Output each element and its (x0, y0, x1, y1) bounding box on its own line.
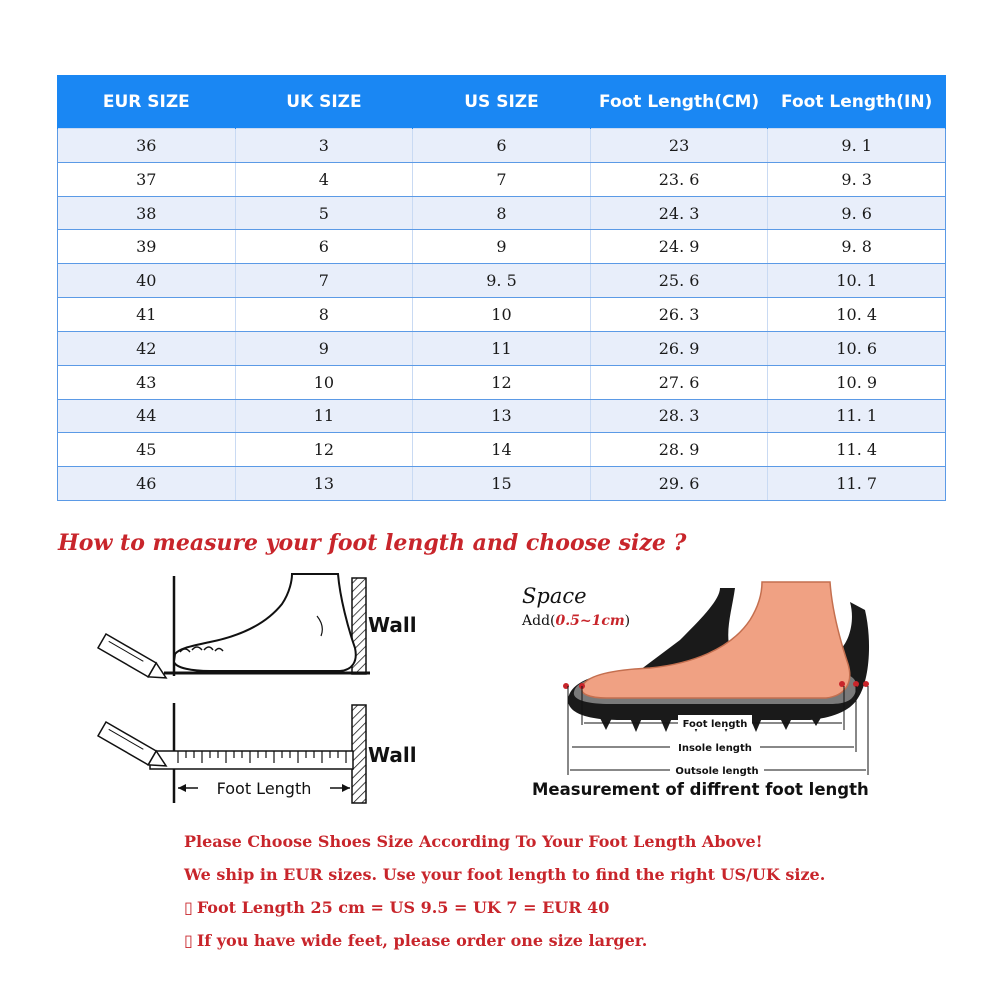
table-row (58, 331, 946, 365)
cell-in: 11. 7 (768, 467, 946, 501)
pencil-icon-bottom (98, 722, 170, 773)
cell-cm: 23 (590, 129, 768, 163)
cell-us: 13 (413, 399, 591, 433)
table-row (58, 298, 946, 332)
cell-in: 9. 8 (768, 230, 946, 264)
cell-us: 14 (413, 433, 591, 467)
cell-eur: 45 (58, 433, 236, 467)
table-row (58, 196, 946, 230)
add-label (521, 613, 630, 629)
sole-measure-diagram (510, 580, 920, 805)
cell-uk: 4 (235, 162, 413, 196)
note-example-text: Foot Length 25 cm = US 9.5 = UK 7 = EUR 40 (196, 898, 610, 917)
cell-us: 7 (413, 162, 591, 196)
cell-us: 9. 5 (413, 264, 591, 298)
cell-eur: 44 (58, 399, 236, 433)
cell-uk: 5 (235, 196, 413, 230)
size-chart-table (57, 75, 946, 501)
table-row (58, 264, 946, 298)
cell-uk: 6 (235, 230, 413, 264)
note-wide-feet (184, 931, 647, 950)
cell-in: 10. 4 (768, 298, 946, 332)
cell-cm: 26. 9 (590, 331, 768, 365)
table-header-row (58, 75, 946, 129)
cell-cm: 29. 6 (590, 467, 768, 501)
foot-measure-diagram (70, 568, 450, 813)
cell-uk: 9 (235, 331, 413, 365)
cell-in: 10. 6 (768, 331, 946, 365)
cell-uk: 12 (235, 433, 413, 467)
cell-cm: 28. 9 (590, 433, 768, 467)
wall-bottom (352, 705, 366, 803)
cell-uk: 11 (235, 399, 413, 433)
cell-cm: 23. 6 (590, 162, 768, 196)
cell-in: 9. 3 (768, 162, 946, 196)
cell-uk: 3 (235, 129, 413, 163)
cell-eur: 39 (58, 230, 236, 264)
cell-in: 9. 1 (768, 129, 946, 163)
cell-eur: 46 (58, 467, 236, 501)
note-example (184, 898, 609, 917)
cell-in: 9. 6 (768, 196, 946, 230)
sole-diagram-caption: Measurement of diffrent foot length (532, 780, 869, 799)
cell-us: 6 (413, 129, 591, 163)
foot-icon (174, 574, 356, 671)
cell-uk: 10 (235, 365, 413, 399)
cell-eur: 37 (58, 162, 236, 196)
cell-us: 10 (413, 298, 591, 332)
header-uk-size: UK SIZE (235, 75, 413, 129)
cell-cm: 24. 3 (590, 196, 768, 230)
cell-in: 10. 9 (768, 365, 946, 399)
cell-us: 15 (413, 467, 591, 501)
pencil-icon-top (98, 634, 170, 685)
cell-in: 10. 1 (768, 264, 946, 298)
bullet-icon: ▯ (184, 898, 193, 917)
header-foot-length-cm: Foot Length(CM) (590, 75, 768, 129)
cell-cm: 24. 9 (590, 230, 768, 264)
cell-eur: 38 (58, 196, 236, 230)
cell-us: 8 (413, 196, 591, 230)
cell-eur: 42 (58, 331, 236, 365)
add-close: ) (624, 613, 631, 629)
space-label: Space (522, 584, 587, 608)
header-us-size: US SIZE (413, 75, 591, 129)
cell-eur: 40 (58, 264, 236, 298)
cell-cm: 25. 6 (590, 264, 768, 298)
outsole-length-label: Outsole length (675, 766, 759, 777)
cell-eur: 36 (58, 129, 236, 163)
table-row (58, 230, 946, 264)
cell-us: 11 (413, 331, 591, 365)
table-row (58, 433, 946, 467)
table-row (58, 399, 946, 433)
cell-eur: 43 (58, 365, 236, 399)
table-row (58, 365, 946, 399)
note-choose-size: Please Choose Shoes Size According To Your Foot Length Above! (184, 832, 763, 851)
cell-us: 9 (413, 230, 591, 264)
foot-length-label: Foot Length (216, 779, 312, 798)
wall-label-top: Wall (368, 613, 417, 637)
table-row (58, 129, 946, 163)
table-row (58, 467, 946, 501)
cell-uk: 7 (235, 264, 413, 298)
wall-label-bottom: Wall (368, 743, 417, 767)
cell-in: 11. 4 (768, 433, 946, 467)
cell-uk: 8 (235, 298, 413, 332)
cell-cm: 28. 3 (590, 399, 768, 433)
bullet-icon: ▯ (184, 931, 193, 950)
header-foot-length-in: Foot Length(IN) (768, 75, 946, 129)
foot-length-arrow-label: Foot length (682, 719, 748, 730)
note-eur-sizes: We ship in EUR sizes. Use your foot length to find the right US/UK size. (184, 865, 826, 884)
add-text: Add( (522, 613, 556, 629)
header-eur-size: EUR SIZE (58, 75, 236, 129)
measure-heading: How to measure your foot length and choose size ? (58, 530, 687, 556)
cell-cm: 27. 6 (590, 365, 768, 399)
cell-in: 11. 1 (768, 399, 946, 433)
cell-uk: 13 (235, 467, 413, 501)
cell-us: 12 (413, 365, 591, 399)
cell-cm: 26. 3 (590, 298, 768, 332)
insole-length-label: Insole length (678, 743, 752, 754)
cell-eur: 41 (58, 298, 236, 332)
add-range: 0.5~1cm (555, 613, 625, 629)
note-wide-feet-text: If you have wide feet, please order one size larger. (196, 931, 648, 950)
table-row (58, 162, 946, 196)
